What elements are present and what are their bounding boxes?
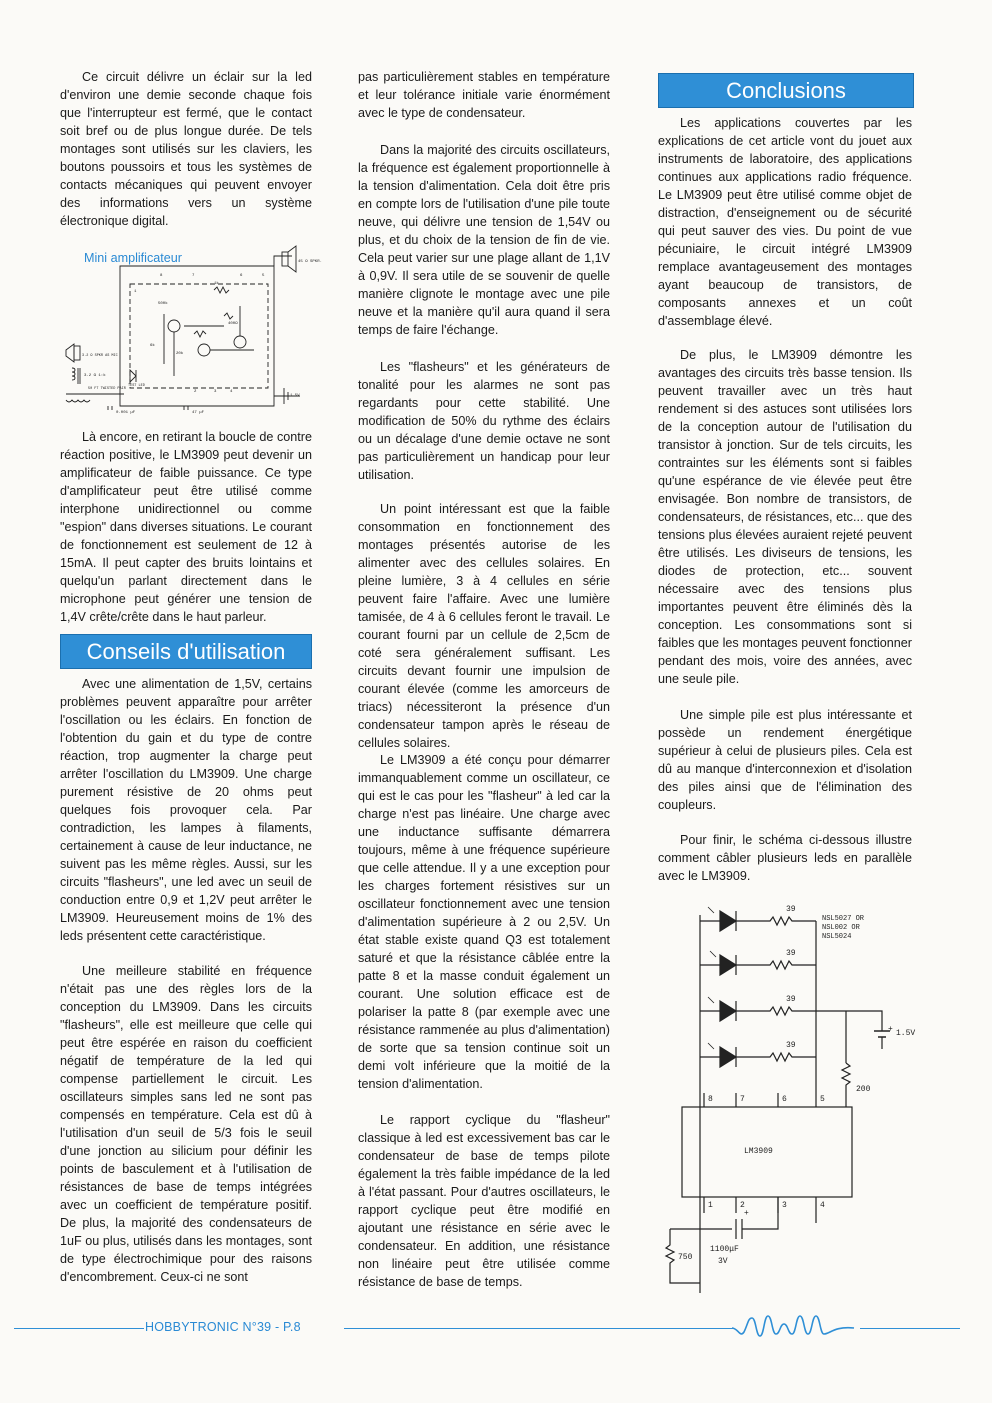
resistor-label: 39 (786, 905, 796, 914)
footer-label: HOBBYTRONIC N°39 - P.8 (145, 1320, 301, 1334)
r-20k-label: 20k (176, 352, 184, 356)
col1-paragraph-3: Avec une alimentation de 1,5V, certains problèmes peuvent apparaître pour arrêter l'oscillation ou les éclairs. En fonction de l'obtention du gain et du type de contre réaction, trop augmenter la charge peut arrêter l'oscillation du LM3909. Une charge purement résistive de 20 ohms peut quelques fois provoquer cela. Par contradiction, les lampes à filaments, certainement à cause de leur inductance, ne suivent pas les même règles. Aussi, sur les circuits "flasheurs", une led avec un seuil de conduction entre 0,9 et 1,2V peut arrêter le LM3909. Heureusement moins de 1% des leds présentent cette caractéristique. (60, 677, 312, 943)
col1-paragraph-4: Une meilleure stabilité en fréquence n'était pas une des règles lors de la conception du LM3909. Dans les circuits "flasheurs", elle est meilleure que celle qui peut être espérée en raison du coefficient négatif de température de la led qui compense partiellement le circuit. Les oscillateurs simples sans led ne sont pas compensés en température. Cela est dû à l'utilisation d'un seuil de 5/3 fois le seuil d'une jonction au silicium pour définir les points de basculement et à l'utilisation de résistances de base de temps intégrées avec un coefficient de température positif. De plus, la majorité des condensateurs de 1uF ou plus, utilisés dans les montages, sont de type électrochimique pour des raisons d'encombrement. Ceux-ci ne sont (60, 964, 312, 1284)
led-icon (720, 955, 736, 975)
col3-paragraph-2: De plus, le LM3909 démontre les avantages des circuits très basse tension. Ils peuvent travailler avec un très haut rendement si des astuces sont utilisées lors de la conception autour de l'utilisation du transistor à jonction. Sur de tels circuits, les contraintes sur les éléments sont si faibles qu'une espérance de vie élevée peut être envisagée. Bon nombre de transistors, de condensateurs, de résistances, etc... que des tensions plus élevées auraient rejeté peuvent être utilisés. Les diviseurs de tensions, les diodes de protection, etc... souvent nécessaire avec des tensions plus importantes peuvent être éliminés dès la conception. Les consommations sont si faibles que les montages peuvent fonctionner pendant des mois, voire des années, avec une seule pile. (658, 348, 912, 686)
col2-paragraph-2: Dans la majorité des circuits oscillateurs, la fréquence est également proportionnelle à la tension d'alimentation. Cela doit être pris en compte lors de l'utilisation d'une pile toute neuve, qui délivre une tension de 1,54V ou plus, et du choix de la tension de fin de vie. Cela peut varier sur une plage allant de 1,1V à 0,9V. Il sera utile de se souvenir de quelle manière clignote le montage avec une pile neuve et la manière qu'il aura quand il sera temps de faire l'échange. (358, 143, 610, 337)
pin-label: 3 (214, 390, 217, 394)
col2-paragraph-1: pas particulièrement stables en température et leur tolérance initiale varie énormément avec le type de condensateur. (358, 70, 610, 120)
r-6k-label: 6k (150, 344, 155, 348)
resistor-label: 39 (786, 949, 796, 958)
footer-rule-far-right (860, 1328, 960, 1329)
parallel-leds-schematic (656, 893, 936, 1293)
col3-paragraph-1: Les applications couvertes par les explications de cet article vont du jouet aux instruments de laboratoire, des applications continues aux applications radio fréquence. Le LM3909 peut être utilisé comme objet de distraction, d'enseignement ou de sécurité qui peut sauver des vies. Du point de vue pécuniaire, le circuit intégré LM3909 remplace avantageusement des montages ayant beaucoup de transistors, de composants annexes et un coût d'assemblage élevé. (658, 116, 912, 328)
mic-label: 3.2 Ω SPKR AS MIC (82, 354, 118, 358)
page-footer (0, 1316, 992, 1346)
battery-label: 1.5V (896, 1029, 916, 1038)
c-0001-label: 0.001 μF (116, 411, 136, 415)
pin-label: 6 (782, 1095, 787, 1104)
r-200-label: 200 (856, 1085, 871, 1094)
pin-label: 5 (820, 1095, 825, 1104)
resistor-label: 39 (786, 1041, 796, 1050)
r-400-label: 400Ω (228, 322, 238, 326)
pin-label: 1 (134, 290, 137, 294)
led-row (700, 1047, 816, 1067)
pin-label: 1 (708, 1201, 713, 1210)
footer-rule-left (14, 1328, 144, 1329)
pin-label: 8 (708, 1095, 713, 1104)
pin-label: 6 (240, 274, 243, 278)
col2-paragraph-6: Le rapport cyclique du "flasheur" classique à led est excessivement bas car le condensateur de base de temps pilote également la très faible impédance de la led à l'état passant. Pour d'autres oscillateurs, le rapport cyclique peut être modifié en ajoutant une résistance en série avec le condensateur. En addition, une résistance non linéaire peut être utilisée comme résistance de base de temps. (358, 1113, 610, 1289)
footer-rule-right (344, 1328, 734, 1329)
col1-paragraph-2: Là encore, en retirant la boucle de contre réaction positive, le LM3909 peut devenir un amplificateur de faible puissance. Ce type d'amplificateur peut être utilisé comme interphone unidirectionnel ou comme "espion" dans diverses situations. Le courant de fonctionnement est seulement de 12 à 15mA. Il peut capter des bruits lointains et quelqu'un parlant directement dans le microphone peut générer une tension de 1,4V crête/crête dans le haut parleur. (60, 430, 312, 624)
r-750-label: 750 (678, 1253, 693, 1262)
led-types-label: NSL5027 OR NSL002 OR NSL5024 (822, 915, 865, 941)
pin-label: 2 (194, 390, 197, 394)
pin-label: 4 (820, 1201, 825, 1210)
led-icon (720, 1047, 736, 1067)
col2-paragraph-3: Les "flasheurs" et les générateurs de tonalité pour les alarmes ne sont pas regardants pour cette stabilité. Une modification de 50% du rythme des éclairs ou un décalage d'une demie octave ne sont pas particulièrement un handicap pour leur utilisation. (358, 360, 610, 482)
speaker-icon (282, 246, 296, 272)
led-icon (720, 911, 736, 931)
ic-label: LM3909 (744, 1147, 773, 1156)
col1-paragraph-1: Ce circuit délivre un éclair sur la led d'environ une demie seconde chaque fois que l'interrupteur est fermé, que le contact soit bref ou de plus longue durée. De tels montages sont utilisés sur les claviers, les boutons poussoirs et tous les systèmes de contacts mécaniques qui peuvent envoyer des informations vers un système électronique digital. (60, 70, 312, 228)
cap-voltage-label: 3V (718, 1257, 728, 1266)
pin-label: 2 (740, 1201, 745, 1210)
col3-paragraph-3: Une simple pile est plus intéressante et possède un rendement énergétique supérieur à celui de plusieurs piles. Cela est dû au manque d'interconnexion et d'isolation des piles ainsi que de l'élimination des coupleurs. (658, 708, 912, 812)
pin-label: 5 (262, 274, 265, 278)
microphone-icon (66, 344, 80, 362)
r-1k-label: 1k (214, 282, 219, 286)
cap-label: 1100μF (710, 1245, 739, 1254)
speaker-label: 45 Ω SPKR. (298, 260, 323, 264)
battery-plus: + (888, 1025, 893, 1034)
led-icon (720, 1001, 736, 1021)
figure-title: Mini amplificateur (84, 251, 182, 265)
resistor-label: 39 (786, 995, 796, 1004)
col2-paragraph-5: Le LM3909 a été conçu pour démarrer immanquablement comme un oscillateur, ce qui est le cas pour les "flasheur" à led car la charge n'est pas linéaire. Une charge avec une inductance suffisante démarrera toujours, même à une fréquence supérieure que celle attendue. Il y a une exception pour les charges fortement résistives sur un oscillateur fonctionnement avec une tension d'alimentation supérieure à 2 ou 2,5V. Un état stable existe quand Q3 est totalement saturé et que la résistance câblée entre la patte 8 et la masse conduit également un courant. Une solution efficace est de polariser la patte 8 (par exemple avec une résistance rammenée au plus d'alimentation) de sorte que sa tension continue soit un demi volt inférieure que la moitié de la tension d'alimentation. (358, 753, 610, 1091)
led-row (700, 911, 816, 931)
led-row (700, 955, 816, 975)
pin-label: 7 (192, 274, 195, 278)
mini-amplifier-schematic (64, 246, 323, 416)
pin-label: 3 (782, 1201, 787, 1210)
r-500k-label: 500k (158, 302, 168, 306)
pin-label: 7 (740, 1095, 745, 1104)
col3-paragraph-4: Pour finir, le schéma ci-dessous illustre comment câbler plusieurs leds en parallèle avec le LM3909. (658, 833, 912, 883)
supply-label: 1.5V (290, 394, 300, 398)
section-heading-conseils: Conseils d'utilisation (60, 634, 312, 669)
c-47-label: 47 μF (192, 411, 205, 415)
led-row (700, 1001, 816, 1021)
cap-plus: + (744, 1209, 749, 1218)
pin-label: 4 (230, 390, 233, 394)
col2-paragraph-4: Un point intéressant est que la faible consommation en fonctionnement des montages présentés autorise de les alimenter avec des cellules solaires. En pleine lumière, 3 à 4 cellules en série peuvent faire l'affaire. Avec une lumière tamisée, de 4 à 6 cellules feront le travail. Le courant fourni par un cellule de 2,5cm de coté sera généralement suffisant. Les circuits devant fournir une impulsion de courant élevée (comme les amorceurs de triacs) nécessiteront la présence d'un condensateur tampon après le réseau de cellules solaires. (358, 502, 610, 750)
twisted-pair-label: 50 FT TWISTED PAIR (88, 387, 126, 391)
section-heading-conclusions: Conclusions (658, 73, 914, 108)
test-led-label: TEST LED (128, 384, 145, 388)
transformer-label: 3.2 Ω 1:k (84, 374, 106, 378)
pin-label: 8 (160, 274, 163, 278)
waveform-logo (732, 1310, 862, 1340)
